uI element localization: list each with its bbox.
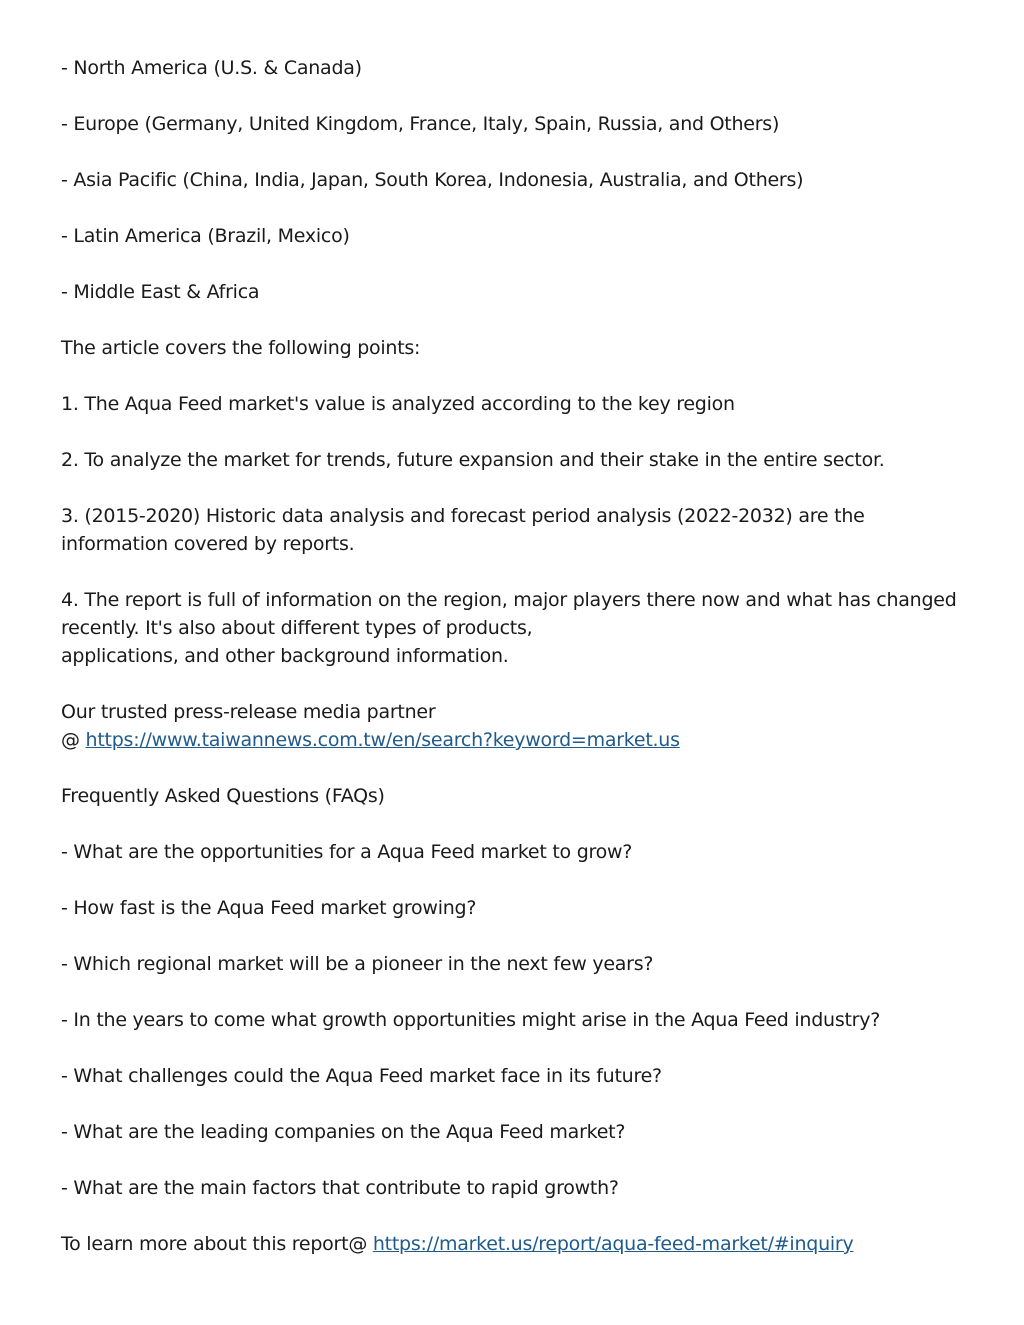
learn-more (61, 1230, 971, 1258)
report-inquiry-link[interactable]: https://market.us/report/aqua-feed-market/#inquiry (372, 1233, 854, 1255)
point-item-4 (61, 586, 971, 670)
learn-more-text: To learn more about this report@ (61, 1233, 373, 1255)
document-page (61, 54, 971, 1286)
faq-item: - Which regional market will be a pioneer in the next few years? (61, 953, 654, 975)
faq-item: - What are the main factors that contribute to rapid growth? (61, 1177, 619, 1199)
region-item-asia-pacific: - Asia Pacific (China, India, Japan, South Korea, Indonesia, Australia, and Others) (61, 169, 804, 191)
point-4-line-2: applications, and other background information. (61, 645, 509, 667)
point-item-1: 1. The Aqua Feed market's value is analyzed according to the key region (61, 393, 735, 415)
faq-title: Frequently Asked Questions (FAQs) (61, 785, 385, 807)
media-partner-text: Our trusted press-release media partner (61, 701, 436, 723)
region-item-north-america: - North America (U.S. & Canada) (61, 57, 362, 79)
points-intro: The article covers the following points: (61, 337, 421, 359)
media-partner-link[interactable]: https://www.taiwannews.com.tw/en/search?keyword=market.us (85, 729, 680, 751)
region-item-europe: - Europe (Germany, United Kingdom, France, Italy, Spain, Russia, and Others) (61, 113, 780, 135)
faq-item: - How fast is the Aqua Feed market growing? (61, 897, 477, 919)
faq-item: - What challenges could the Aqua Feed market face in its future? (61, 1065, 662, 1087)
media-partner-prefix: @ (61, 729, 86, 751)
region-item-latin-america: - Latin America (Brazil, Mexico) (61, 225, 350, 247)
point-item-2: 2. To analyze the market for trends, future expansion and their stake in the entire sector. (61, 449, 885, 471)
point-4-line-1: 4. The report is full of information on the region, major players there now and what has changed recently. It's also about different types of products, (61, 589, 957, 639)
media-partner (61, 698, 971, 754)
faq-item: - In the years to come what growth opportunities might arise in the Aqua Feed industry? (61, 1009, 881, 1031)
point-item-3: 3. (2015-2020) Historic data analysis and forecast period analysis (2022-2032) are the information covered by reports. (61, 505, 865, 555)
region-item-middle-east-africa: - Middle East & Africa (61, 281, 260, 303)
faq-item: - What are the leading companies on the Aqua Feed market? (61, 1121, 626, 1143)
faq-item: - What are the opportunities for a Aqua Feed market to grow? (61, 841, 633, 863)
